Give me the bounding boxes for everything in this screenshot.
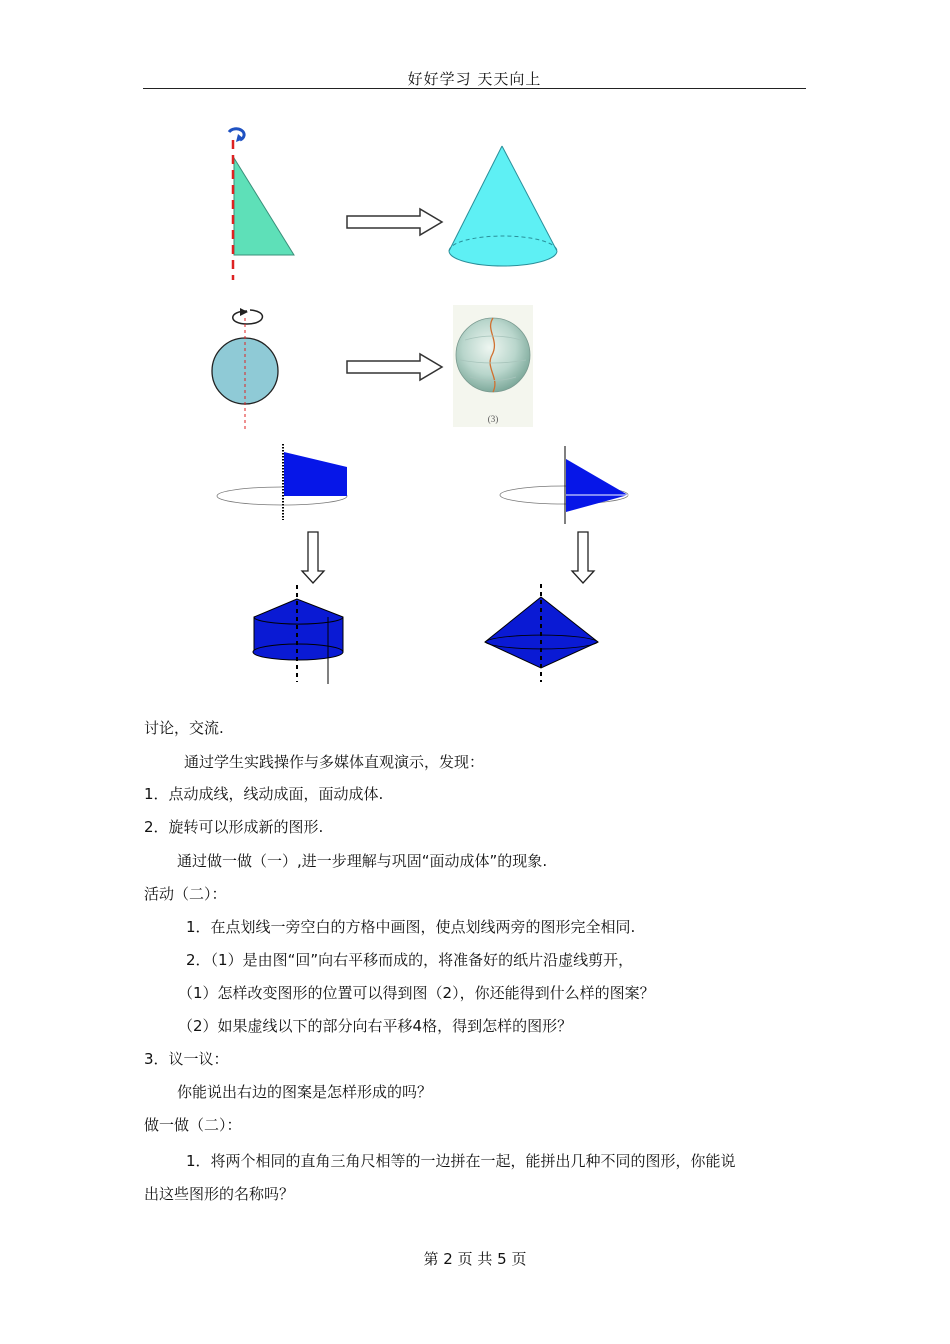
triangle-shape xyxy=(566,459,628,512)
text-line: 3．议一议： xyxy=(144,1050,229,1068)
circle-shape xyxy=(212,338,278,404)
triangle-double-rotation-figure xyxy=(500,446,628,524)
text-line: 1．在点划线一旁空白的方格中画图，使点划线两旁的图形完全相同. xyxy=(186,918,636,936)
trapezoid-shape xyxy=(284,452,347,496)
text-line: 2．旋转可以形成新的图形. xyxy=(144,818,324,836)
text-line: 1．将两个相同的直角三角尺相等的一边拼在一起，能拼出几种不同的图形，你能说 xyxy=(186,1152,736,1170)
cone-figure xyxy=(449,146,557,266)
arrow-down-icon xyxy=(572,532,594,583)
double-cone-figure xyxy=(485,584,598,682)
page-number: 第 2 页 共 5 页 xyxy=(423,1250,527,1268)
arrow-right-icon xyxy=(347,354,442,380)
triangle-rotation-figure xyxy=(229,129,294,280)
right-triangle xyxy=(234,158,294,255)
arrow-right-icon xyxy=(347,209,442,235)
header-title: 好好学习 天天向上 xyxy=(407,70,542,88)
text-line: 做一做（二）： xyxy=(144,1116,242,1134)
sphere-figure xyxy=(453,305,533,427)
text-line: 你能说出右边的图案是怎样形成的吗？ xyxy=(177,1083,433,1101)
text-line: 活动（二）： xyxy=(144,885,227,903)
text-line: 通过做一做（一）,进一步理解与巩固“面动成体”的现象. xyxy=(177,852,548,870)
text-line: 1．点动成线，线动成面，面动成体. xyxy=(144,785,384,803)
circle-rotation-figure xyxy=(212,308,278,432)
sphere-caption: (3) xyxy=(487,414,499,424)
text-line: （1）怎样改变图形的位置可以得到图（2），你还能得到什么样的图案？ xyxy=(178,984,655,1002)
text-line: 讨论，交流. xyxy=(144,719,224,737)
frustum-figure xyxy=(253,585,343,684)
text-line: 通过学生实践操作与多媒体直观演示，发现： xyxy=(184,753,485,771)
text-line: 2．（1）是由图“回”向右平移而成的，将准备好的纸片沿虚线剪开， xyxy=(186,951,634,969)
text-line: （2）如果虚线以下的部分向右平移4格，得到怎样的图形？ xyxy=(178,1017,573,1035)
text-line: 出这些图形的名称吗？ xyxy=(144,1185,295,1203)
trapezoid-rotation-figure xyxy=(217,444,347,520)
arrow-down-icon xyxy=(302,532,324,583)
